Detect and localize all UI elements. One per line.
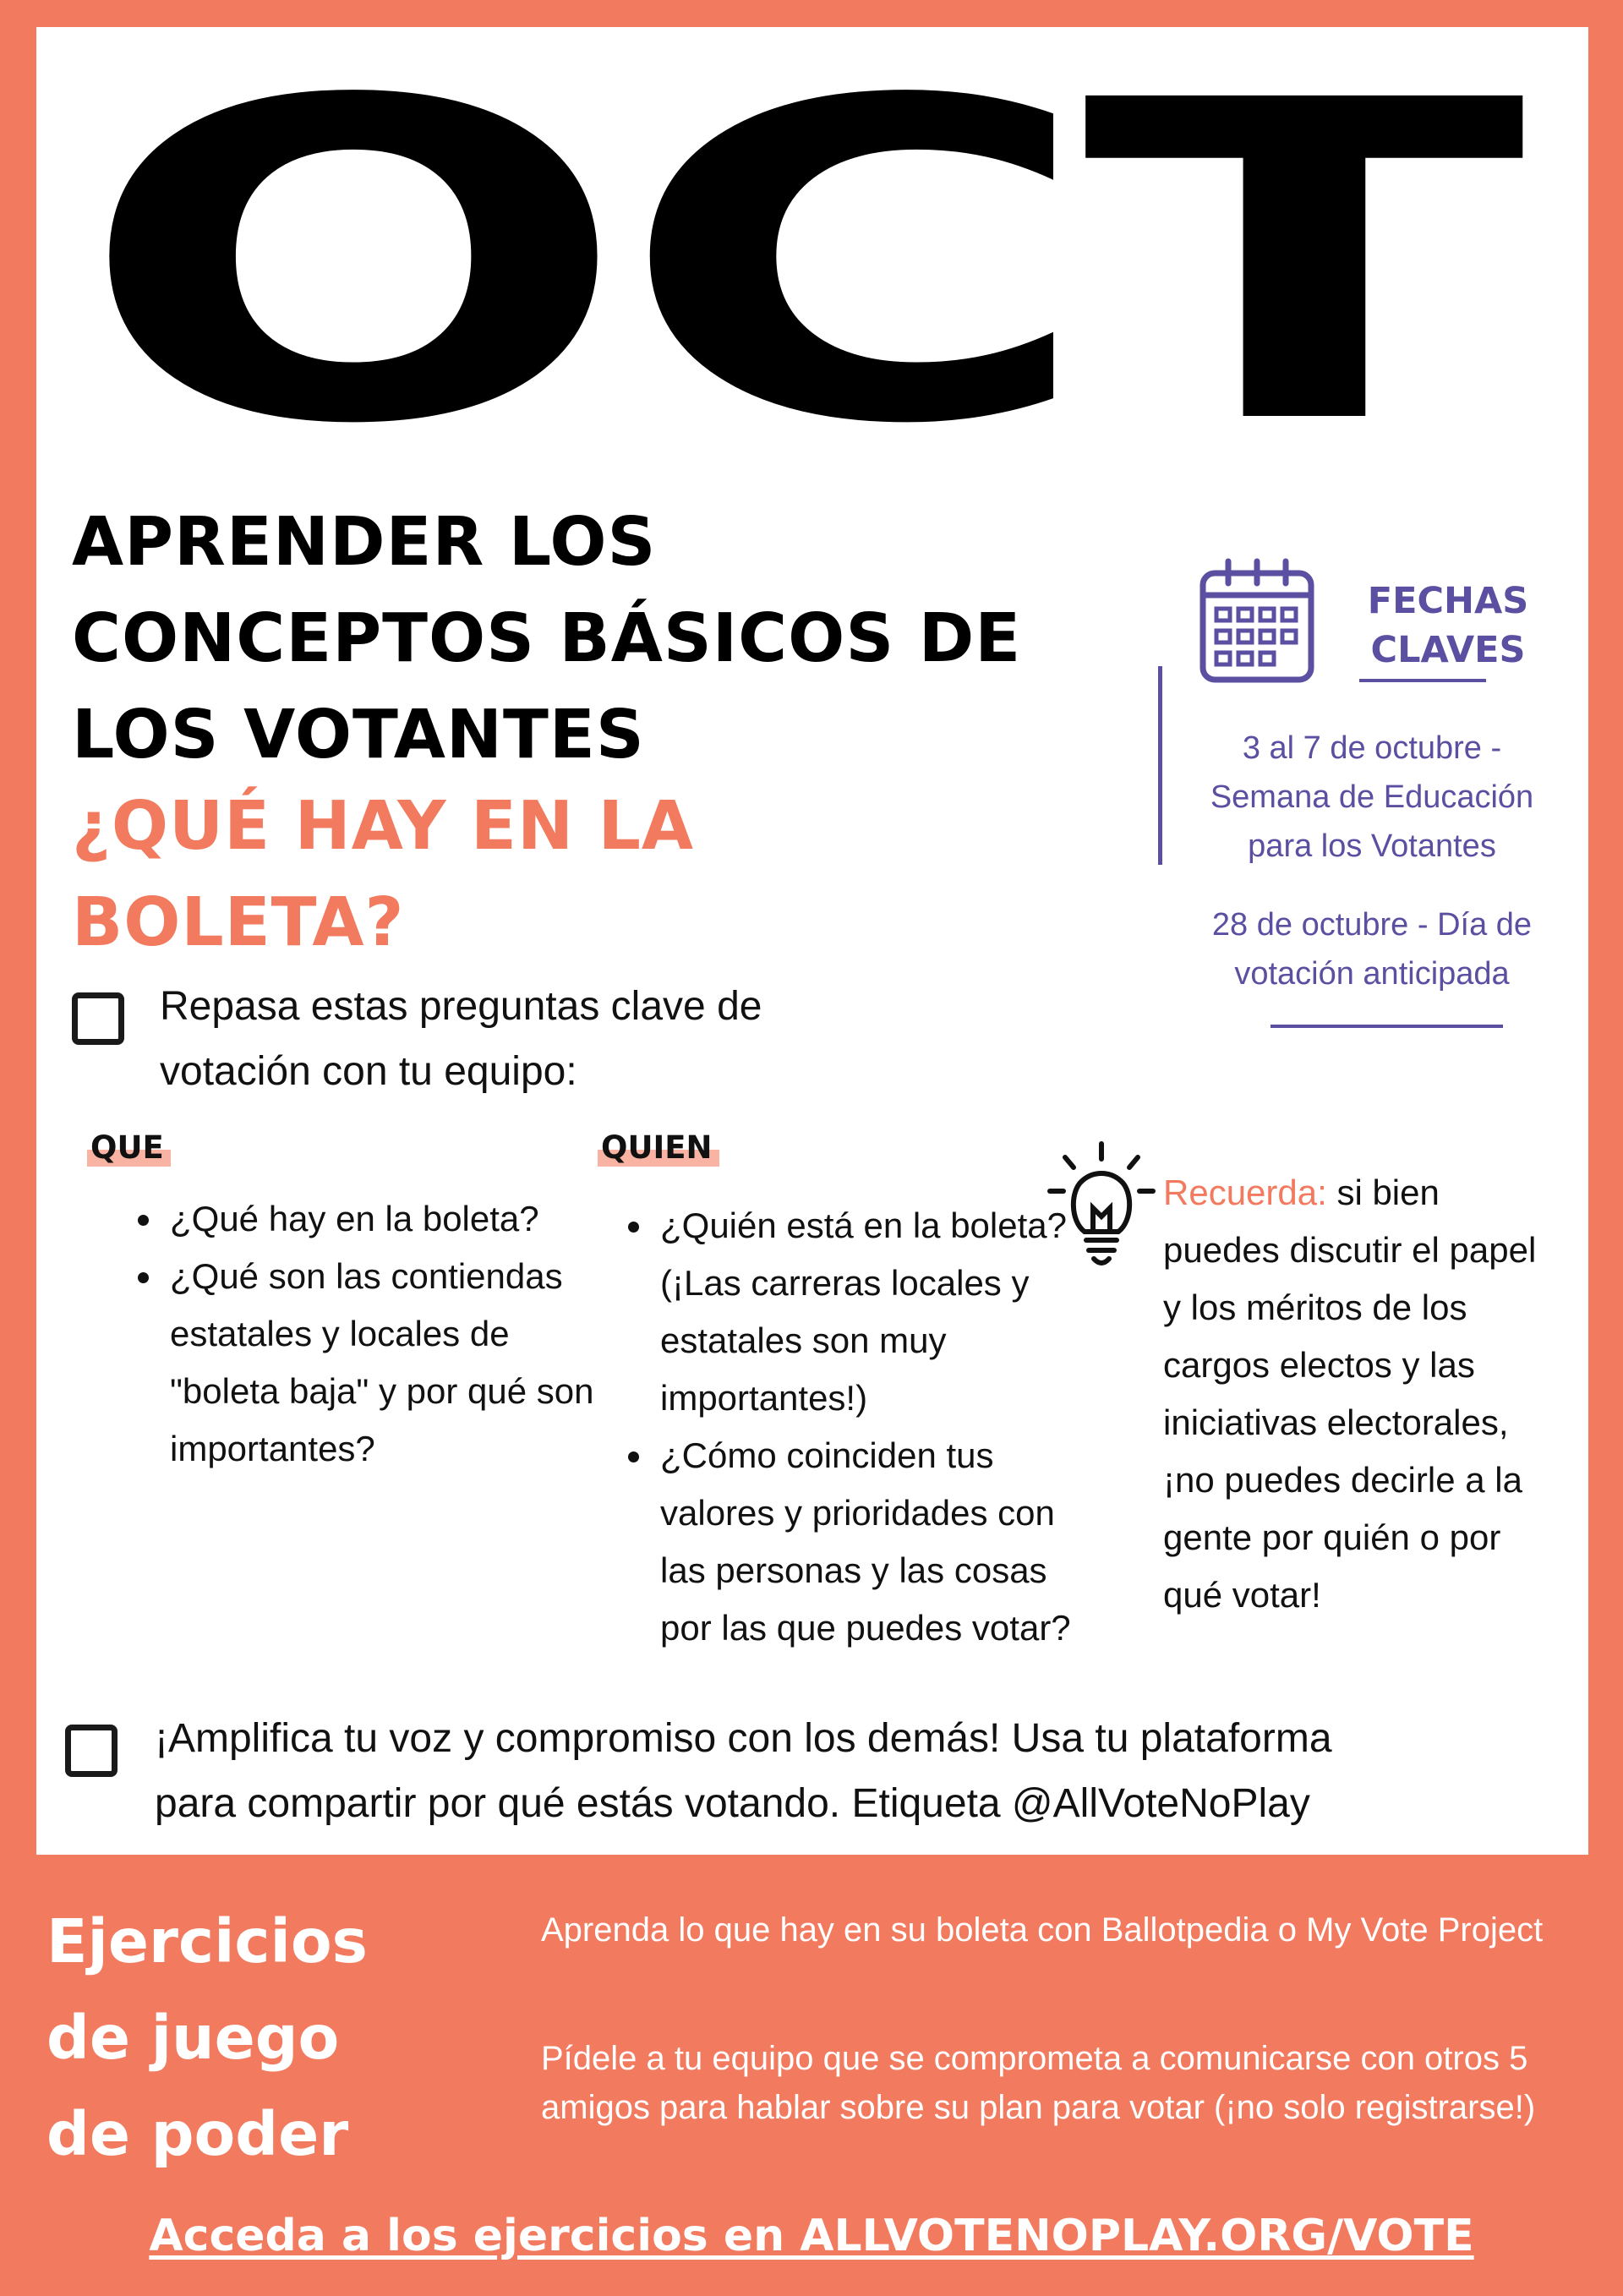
key-date-line: votación anticipada bbox=[1234, 956, 1510, 992]
lightbulb-icon bbox=[1046, 1140, 1156, 1276]
checklist-checkbox[interactable] bbox=[72, 992, 124, 1045]
page-subtitle bbox=[72, 778, 917, 970]
checklist-line: votación con tu equipo: bbox=[160, 1049, 577, 1094]
exercises-link[interactable]: Acceda a los ejercicios en ALLVOTENOPLAY.ORG/VOTE bbox=[149, 2211, 1474, 2261]
key-date-line: 3 al 7 de octubre - bbox=[1242, 730, 1502, 766]
key-dates-heading-line: CLAVES bbox=[1370, 629, 1526, 671]
exercises-title-line: Ejercicios bbox=[46, 1906, 368, 1976]
que-list bbox=[131, 1190, 621, 1478]
list-item: • ¿Cómo coinciden tus valores y prioridades con las personas y las cosas por las que puedes votar? bbox=[655, 1427, 1095, 1657]
reminder-text bbox=[1163, 1164, 1552, 1624]
exercises-title bbox=[46, 1894, 520, 2183]
key-dates-heading-line: FECHAS bbox=[1367, 580, 1529, 622]
title-line: CONCEPTOS BÁSICOS DE bbox=[72, 599, 1022, 677]
key-date-entry bbox=[1178, 900, 1566, 998]
main-panel bbox=[36, 27, 1588, 1855]
checklist-checkbox[interactable] bbox=[65, 1725, 117, 1777]
key-date-line: Semana de Educación bbox=[1210, 779, 1534, 815]
key-dates-heading bbox=[1342, 577, 1554, 675]
quien-heading: QUIEN bbox=[598, 1129, 719, 1167]
exercises-title-line: de poder bbox=[46, 2099, 349, 2169]
checklist-item-text bbox=[160, 974, 921, 1104]
list-item: • ¿Quién está en la boleta? (¡Las carreras locales y estatales son muy importantes!) bbox=[655, 1197, 1095, 1427]
checklist-item-text bbox=[155, 1706, 1575, 1836]
list-item: • ¿Qué son las contiendas estatales y locales de "boleta baja" y por qué son importantes? bbox=[165, 1248, 621, 1478]
key-dates-divider bbox=[1158, 666, 1162, 865]
title-line: LOS VOTANTES bbox=[72, 696, 645, 774]
calendar-icon bbox=[1198, 558, 1316, 685]
page-title bbox=[72, 494, 1221, 783]
key-dates-underline bbox=[1359, 679, 1486, 682]
subtitle-line: ¿QUÉ HAY EN LA bbox=[72, 787, 695, 865]
que-heading: QUE bbox=[87, 1129, 171, 1167]
exercise-item: Pídele a tu equipo que se comprometa a comunicarse con otros 5 amigos para hablar sobre su plan para votar (¡no solo registrarse!) bbox=[541, 2040, 1536, 2126]
checklist-line: Repasa estas preguntas clave de bbox=[160, 984, 762, 1029]
list-item: • ¿Qué hay en la boleta? bbox=[165, 1190, 621, 1248]
reminder-body: si bien puedes discutir el papel y los méritos de los cargos electos y las iniciativas electorales, ¡no puedes decirle a la gente por quién o por qué votar! bbox=[1163, 1173, 1537, 1615]
key-dates-bottom-rule bbox=[1271, 1025, 1503, 1028]
exercise-item: Aprenda lo que hay en su boleta con Ballotpedia o My Vote Project bbox=[541, 1911, 1544, 1949]
subtitle-line: BOLETA? bbox=[72, 883, 405, 961]
checklist-line: ¡Amplifica tu voz y compromiso con los demás! Usa tu plataforma bbox=[155, 1716, 1332, 1761]
exercises-title-line: de juego bbox=[46, 2003, 340, 2073]
quien-list bbox=[621, 1197, 1095, 1657]
checklist-line: para compartir por qué estás votando. Etiqueta @AllVoteNoPlay bbox=[155, 1781, 1310, 1826]
key-date-line: 28 de octubre - Día de bbox=[1211, 907, 1533, 943]
key-date-line: para los Votantes bbox=[1248, 828, 1496, 864]
month-heading: OCT bbox=[77, 27, 1514, 520]
title-line: APRENDER LOS bbox=[72, 503, 657, 581]
key-date-entry bbox=[1178, 724, 1566, 871]
reminder-label: Recuerda: bbox=[1163, 1173, 1327, 1212]
